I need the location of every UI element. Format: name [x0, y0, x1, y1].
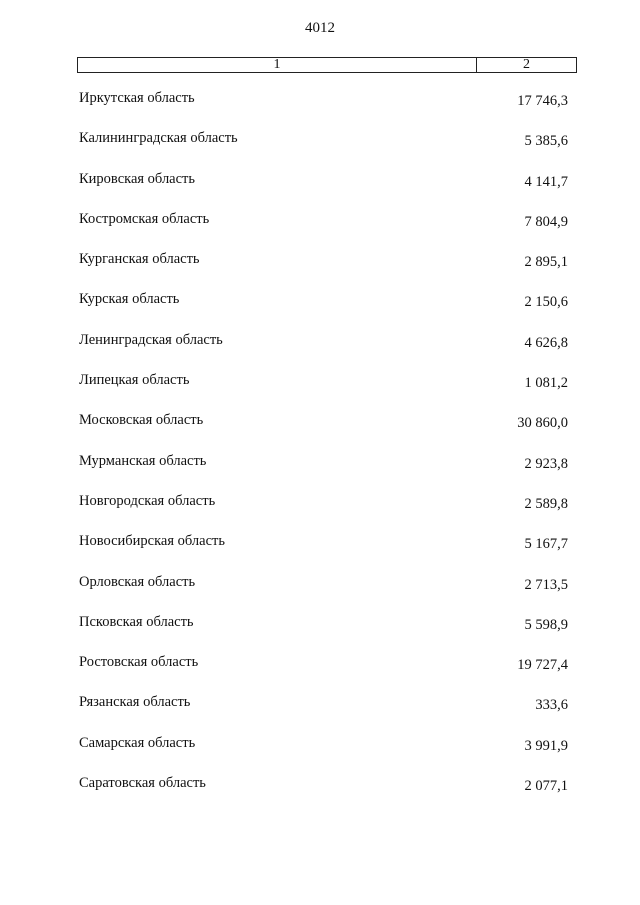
region-value: 7 804,9: [524, 213, 568, 230]
table-row: [0, 130, 640, 170]
region-name: Мурманская область: [79, 452, 207, 469]
region-value: 2 150,6: [524, 294, 568, 311]
region-name: Ленинградская область: [79, 331, 223, 348]
region-name: Кировская область: [79, 170, 196, 187]
region-name: Иркутская область: [79, 90, 195, 106]
region-value: 333,6: [535, 697, 568, 714]
region-name: Липецкая область: [79, 372, 190, 389]
table-row: [0, 453, 640, 493]
region-name: Самарская область: [79, 734, 196, 751]
table-row: [0, 251, 640, 291]
table-header: [77, 57, 577, 73]
table-body: [0, 90, 640, 815]
table-row: [0, 775, 640, 815]
region-name: Курская область: [79, 291, 180, 308]
region-name: Новгородская область: [79, 492, 216, 509]
region-value: 19 727,4: [517, 657, 568, 674]
region-value: 3 991,9: [524, 737, 568, 754]
region-name: Костромская область: [79, 210, 210, 227]
region-value: 2 895,1: [524, 254, 568, 271]
region-name: Курганская область: [79, 251, 200, 268]
table-row: [0, 332, 640, 372]
region-value: 5 598,9: [524, 616, 568, 633]
region-name: Орловская область: [79, 573, 196, 590]
region-value: 4 141,7: [524, 173, 568, 190]
region-name: Калининградская область: [79, 130, 238, 147]
region-name: Московская область: [79, 412, 204, 429]
table-row: [0, 90, 640, 130]
table-row: [0, 574, 640, 614]
table-row: [0, 694, 640, 734]
table-row: [0, 614, 640, 654]
region-name: Новосибирская область: [79, 533, 225, 550]
table-row: [0, 291, 640, 331]
table-row: [0, 372, 640, 412]
region-value: 30 860,0: [517, 415, 568, 432]
region-value: 2 589,8: [524, 495, 568, 512]
region-name: Псковская область: [79, 613, 194, 630]
column-1-header: 1: [78, 58, 477, 72]
region-value: 5 385,6: [524, 133, 568, 150]
region-value: 17 746,3: [517, 93, 568, 109]
table-row: [0, 493, 640, 533]
region-value: 2 923,8: [524, 455, 568, 472]
table-row: [0, 211, 640, 251]
table-row: [0, 171, 640, 211]
region-value: 4 626,8: [524, 334, 568, 351]
table-row: [0, 412, 640, 452]
table-row: [0, 654, 640, 694]
column-2-header: 2: [523, 57, 530, 72]
page-number: 4012: [305, 20, 335, 36]
region-value: 2 077,1: [524, 778, 568, 795]
table-row: [0, 533, 640, 573]
region-value: 2 713,5: [524, 576, 568, 593]
region-name: Ростовская область: [79, 654, 199, 671]
region-value: 1 081,2: [524, 375, 568, 392]
region-value: 5 167,7: [524, 536, 568, 553]
table-row: [0, 735, 640, 775]
region-name: Саратовская область: [79, 775, 206, 792]
region-name: Рязанская область: [79, 694, 191, 711]
